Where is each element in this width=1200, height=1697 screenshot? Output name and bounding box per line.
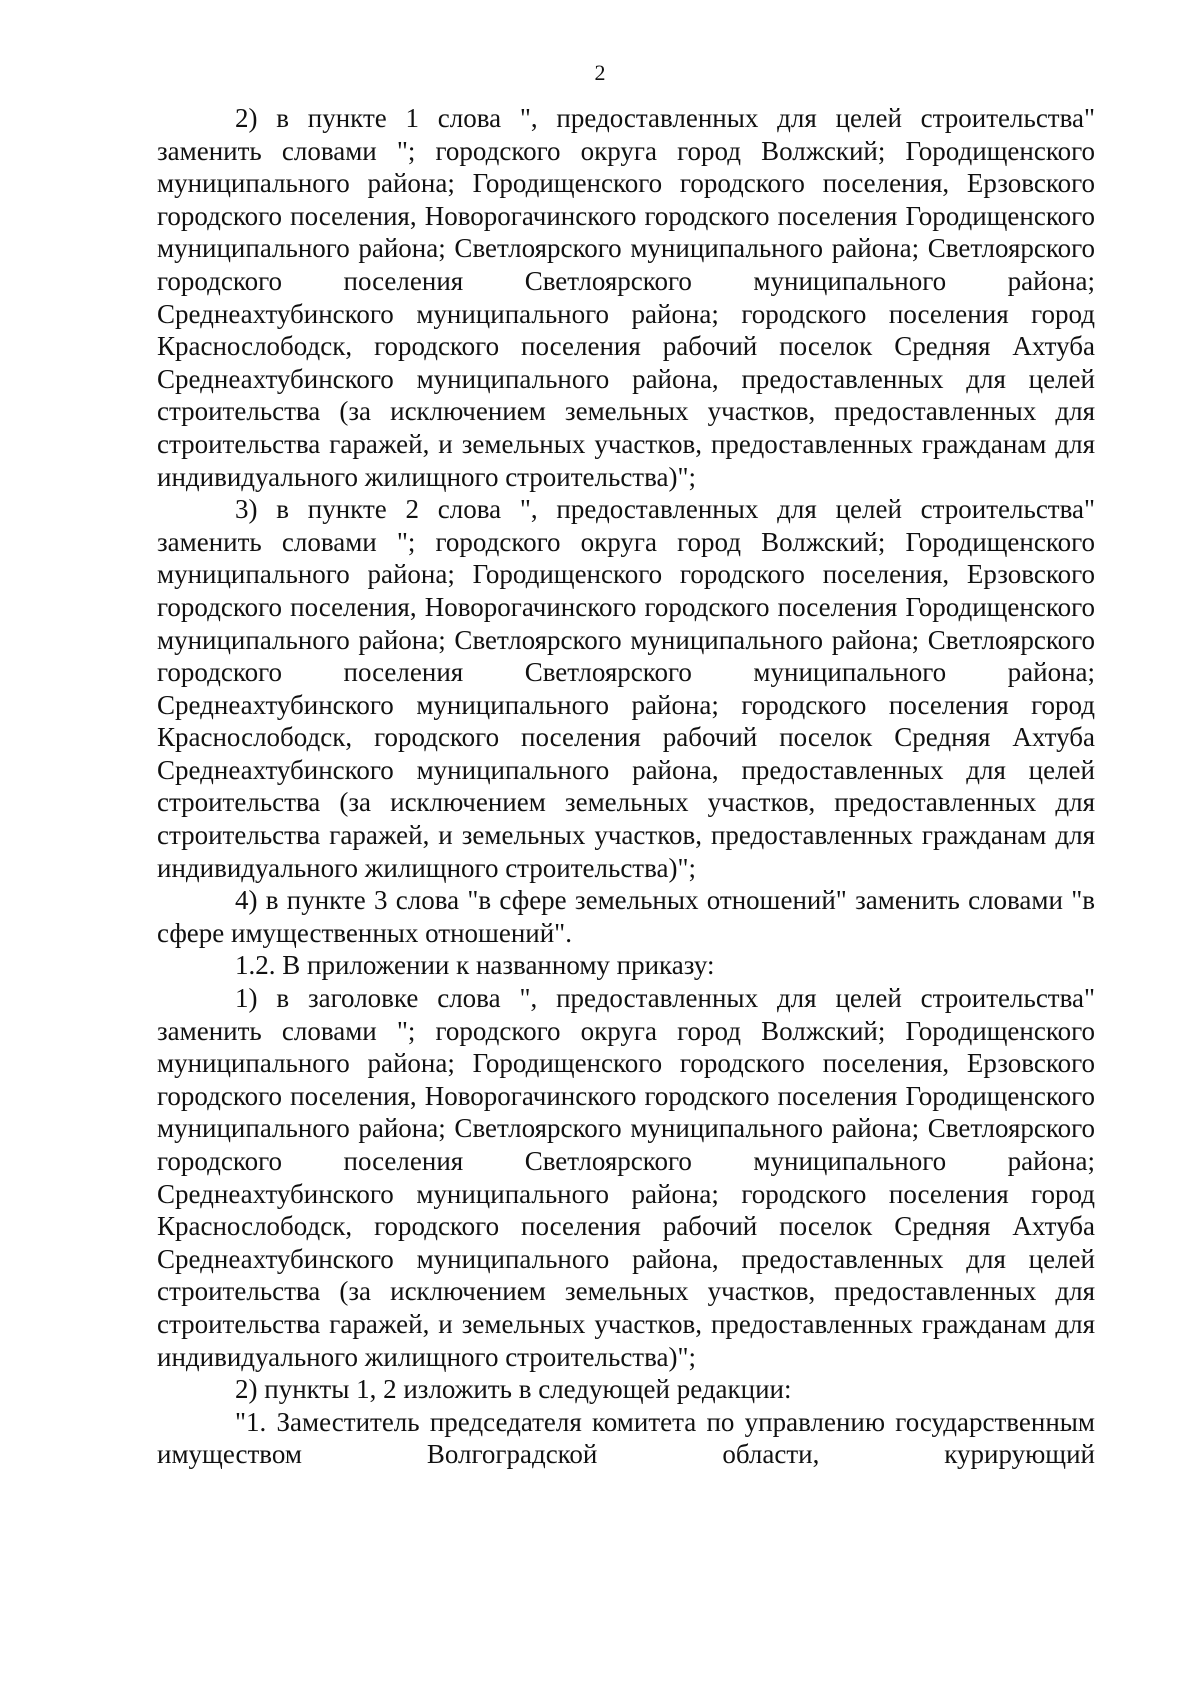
paragraph-appendix-title-change: 1) в заголовке слова ", предоставленных для целей строительства" заменить словами "; городского округа город Волжский; Городищенского муниципального района; Городищенского городского поселения, Ерзовского городского поселения, Новорогачинского городского поселения Городищенского муниципального района; Светлоярского муниципального района; Светлоярского городского поселения Светлоярского муниципального района; Среднеахтубинского муниципального района; городского поселения город Краснослободск, городского поселения рабочий поселок Средняя Ахтуба Среднеахтубинского муниципального района, предоставленных для целей строительства (за исключением земельных участков, предоставленных для строительства гаражей, и земельных участков, предоставленных гражданам для индивидуального жилищного строительства)"; — [157, 983, 1095, 1372]
document-body — [157, 102, 1095, 1471]
paragraph-new-wording-intro: 2) пункты 1, 2 изложить в следующей редакции: — [235, 1374, 792, 1405]
paragraph-new-point-1-start: "1. Заместитель председателя комитета по управлению государственным имуществом Волгоградской области, курирующий — [157, 1406, 1095, 1470]
page-number: 2 — [594, 60, 606, 85]
paragraph-amendment-point-3: 4) в пункте 3 слова "в сфере земельных отношений" заменить словами "в сфере имущественных отношений". — [157, 885, 1095, 948]
paragraph-appendix-heading: 1.2. В приложении к названному приказу: — [235, 950, 715, 981]
paragraph-amendment-point-2: 3) в пункте 2 слова ", предоставленных для целей строительства" заменить словами "; городского округа город Волжский; Городищенского муниципального района; Городищенского городского поселения, Ерзовского городского поселения, Новорогачинского городского поселения Городищенского муниципального района; Светлоярского муниципального района; Светлоярского городского поселения Светлоярского муниципального района; Среднеахтубинского муниципального района; городского поселения город Краснослободск, городского поселения рабочий поселок Средняя Ахтуба Среднеахтубинского муниципального района, предоставленных для целей строительства (за исключением земельных участков, предоставленных для строительства гаражей, и земельных участков, предоставленных гражданам для индивидуального жилищного строительства)"; — [157, 494, 1095, 883]
paragraph-amendment-point-1: 2) в пункте 1 слова ", предоставленных для целей строительства" заменить словами "; городского округа город Волжский; Городищенского муниципального района; Городищенского городского поселения, Ерзовского городского поселения, Новорогачинского городского поселения Городищенского муниципального района; Светлоярского муниципального района; Светлоярского городского поселения Светлоярского муниципального района; Среднеахтубинского муниципального района; городского поселения город Краснослободск, городского поселения рабочий поселок Средняя Ахтуба Среднеахтубинского муниципального района, предоставленных для целей строительства (за исключением земельных участков, предоставленных для строительства гаражей, и земельных участков, предоставленных гражданам для индивидуального жилищного строительства)"; — [157, 103, 1095, 492]
